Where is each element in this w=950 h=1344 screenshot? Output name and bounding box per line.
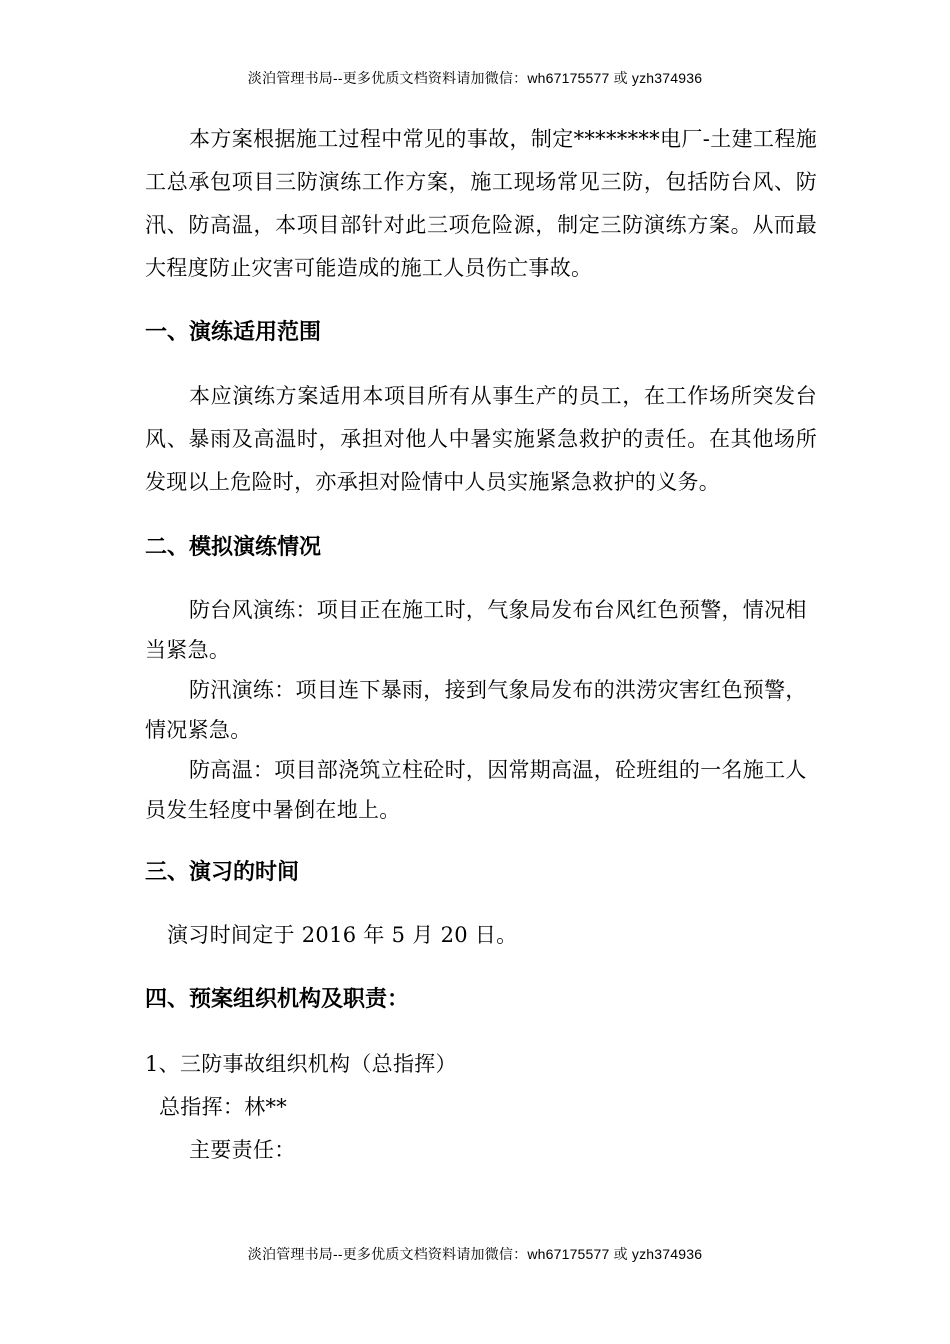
section-1-heading: 一、演练适用范围 [145, 320, 322, 345]
org-item-1: 1、三防事故组织机构（总指挥） [145, 1052, 457, 1076]
drill-typhoon: 防台风演练：项目正在施工时，气象局发布台风红色预警，情况相当紧急。 [145, 598, 807, 662]
page-header: 淡泊管理书局--更多优质文档资料请加微信：wh67175577 或 yzh374936 [247, 70, 703, 86]
section-1-body: 本应演练方案适用本项目所有从事生产的员工，在工作场所突发台风、暴雨及高温时，承担对他人中暑实施紧急救护的责任。在其他场所发现以上危险时，亦承担对险情中人员实施紧急救护的义务。 [145, 384, 817, 494]
section-4-heading: 四、预案组织机构及职责： [145, 987, 410, 1012]
drill-flood: 防汛演练：项目连下暴雨，接到气象局发布的洪涝灾害红色预警，情况紧急。 [145, 678, 807, 742]
duties-line: 主要责任： [189, 1138, 296, 1162]
intro-paragraph: 本方案根据施工过程中常见的事故，制定********电厂-土建工程施工总承包项目三防演练工作方案，施工现场常见三防，包括防台风、防汛、防高温，本项目部针对此三项危险源，制定三防演练方案。从而最大程度防止灾害可能造成的施工人员伤亡事故。 [145, 127, 817, 280]
commander-line: 总指挥：林** [159, 1095, 288, 1119]
drill-date: 演习时间定于 2016 年 5 月 20 日。 [167, 923, 518, 947]
section-3-heading: 三、演习的时间 [145, 860, 300, 885]
page-content [145, 118, 817, 1172]
page-footer: 淡泊管理书局--更多优质文档资料请加微信：wh67175577 或 yzh374936 [247, 1246, 703, 1262]
section-2-heading: 二、模拟演练情况 [145, 535, 322, 560]
drill-heat: 防高温：项目部浇筑立柱砼时，因常期高温，砼班组的一名施工人员发生轻度中暑倒在地上。 [145, 758, 807, 822]
